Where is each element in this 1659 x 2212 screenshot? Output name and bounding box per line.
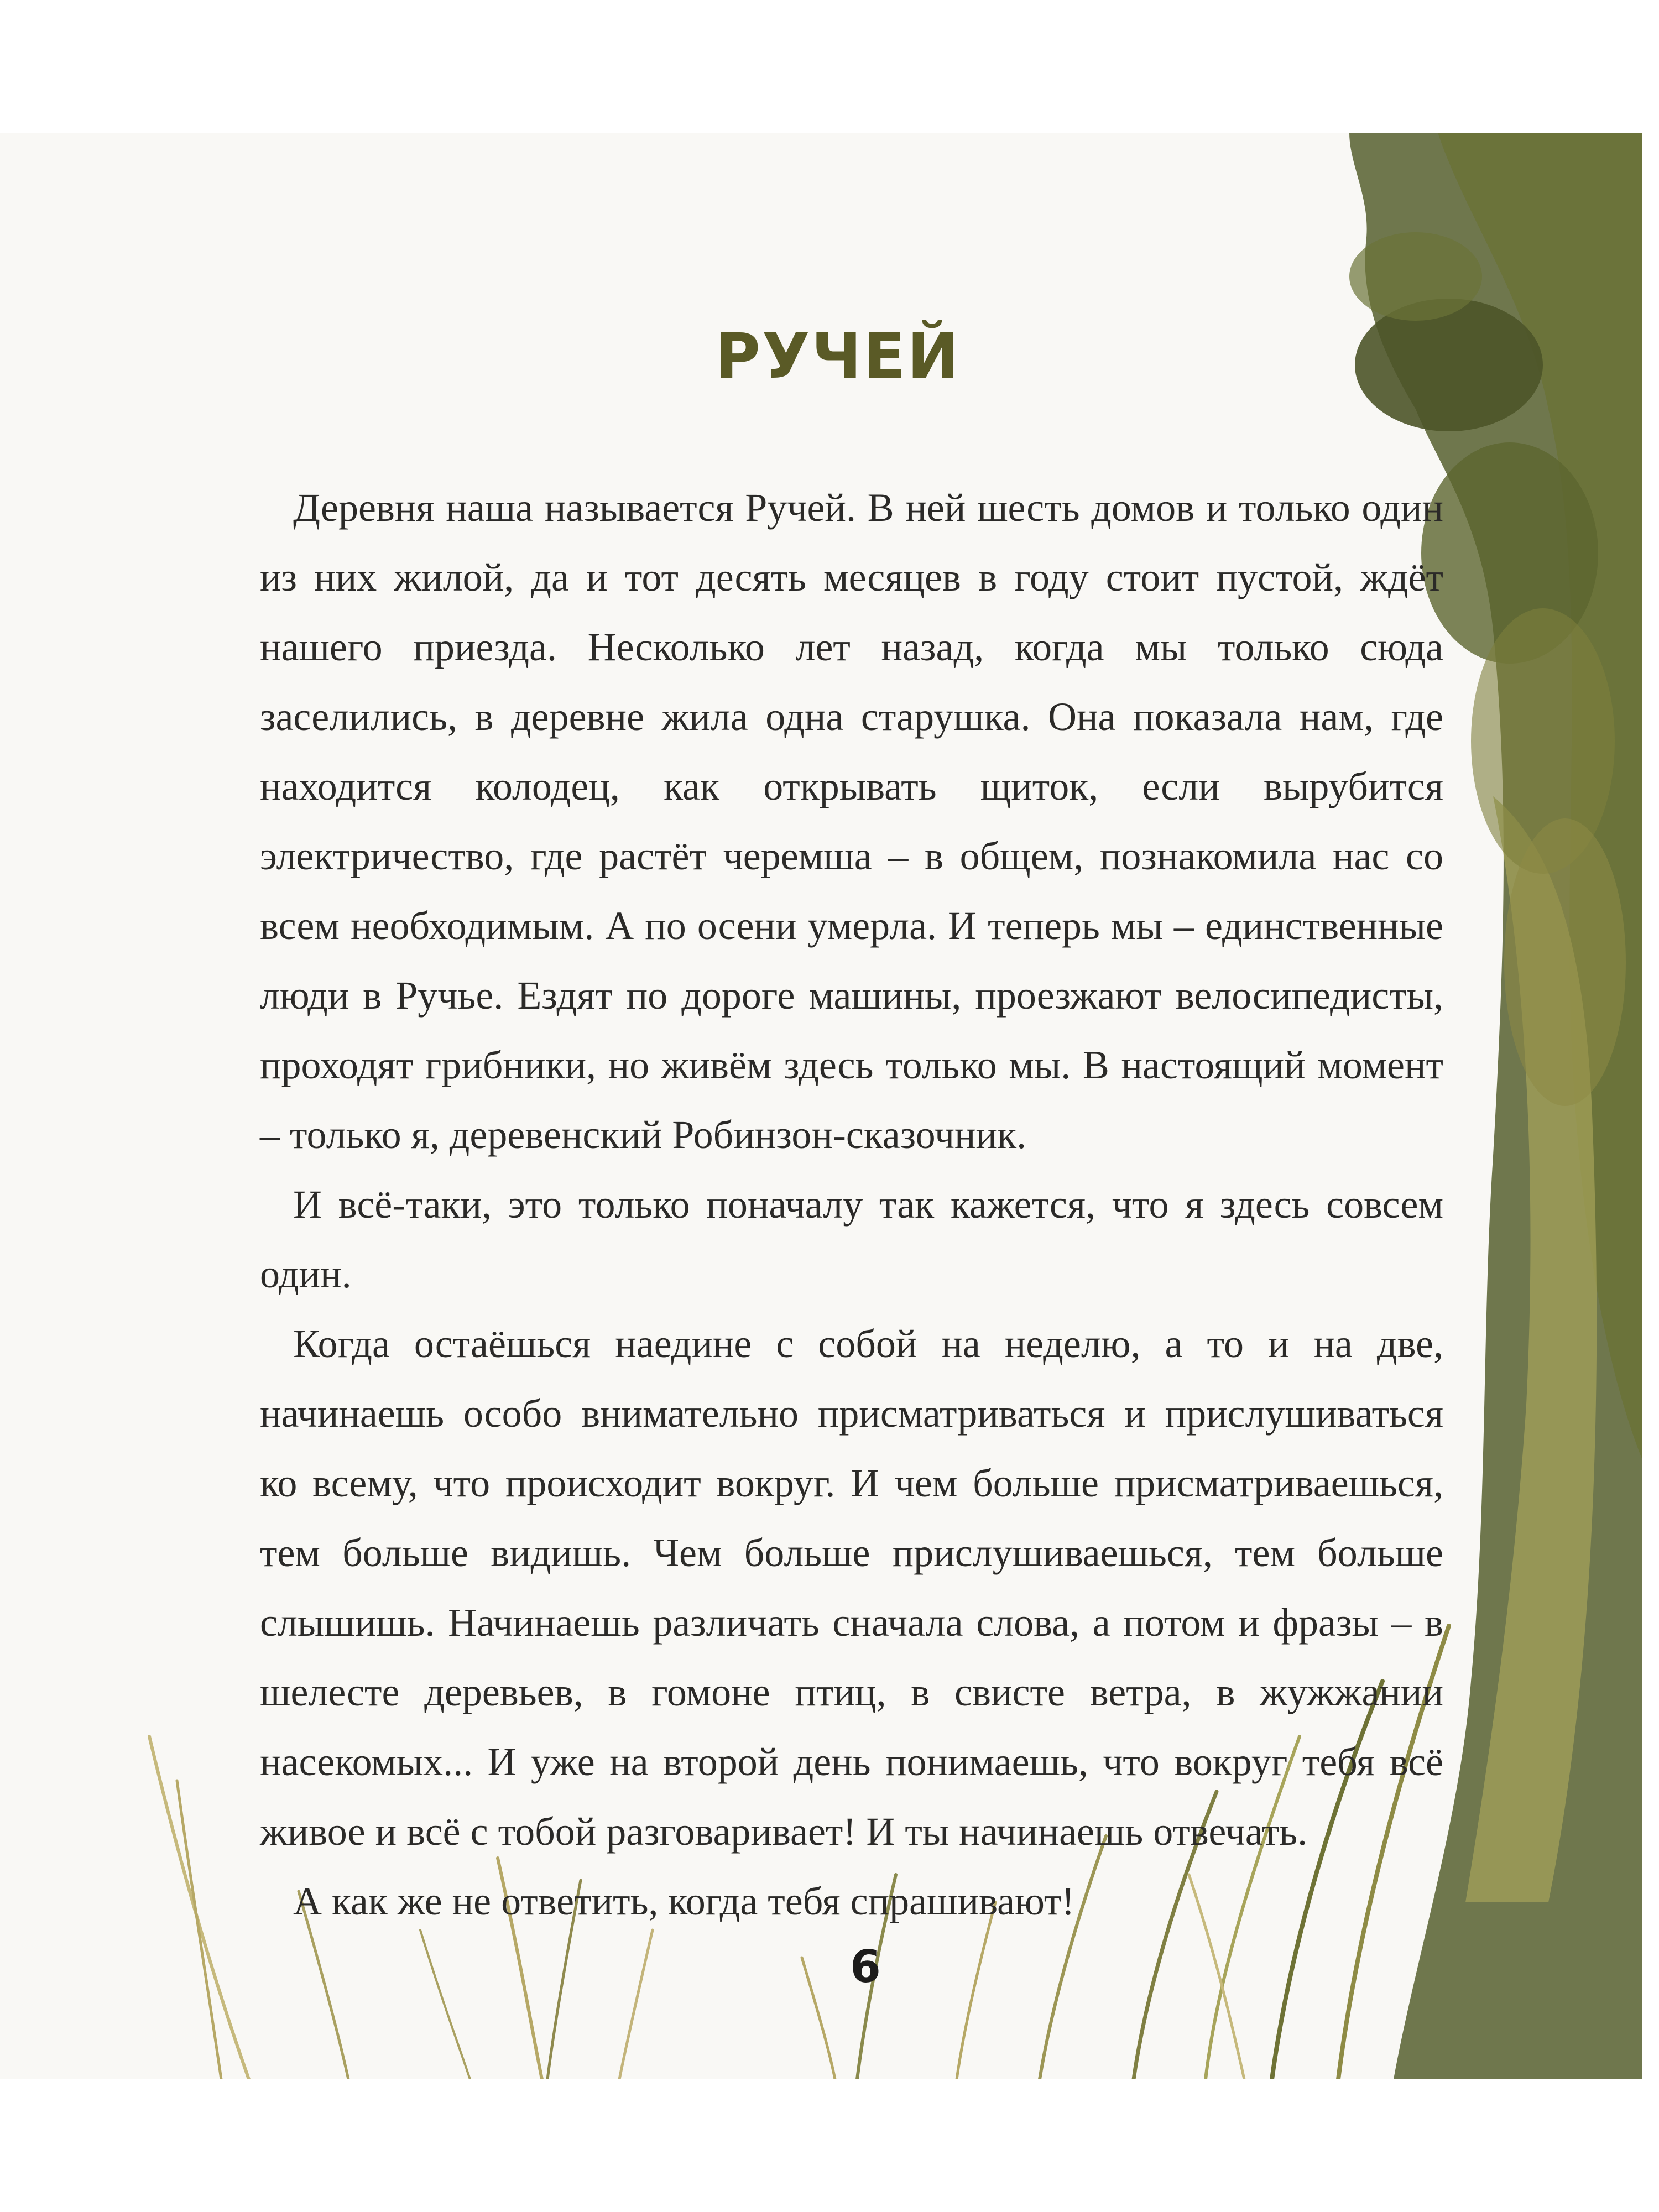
chapter-text	[260, 473, 1443, 1936]
book-page	[0, 133, 1642, 2079]
paragraph: Когда остаёшься наедине с собой на неделю, а то и на две, начинаешь особо внимательно присматриваться и прислушиваться ко всему, что происходит вокруг. И чем больше присматриваешься, тем больше видишь. Чем больше прислушиваешься, тем больше слышишь. Начинаешь различать сначала слова, а потом и фразы – в шелесте деревьев, в гомоне птиц, в свисте ветра, в жужжании насекомых... И уже на второй день понимаешь, что вокруг тебя всё живое и всё с тобой разговаривает! И ты начинаешь отвечать.	[260, 1322, 1443, 1854]
chapter-title: РУЧЕЙ	[714, 321, 961, 393]
page-number: 6	[850, 1941, 881, 1992]
paragraph: А как же не ответить, когда тебя спрашивают!	[293, 1879, 1075, 1923]
paragraph: Деревня наша называется Ручей. В ней шесть домов и только один из них жилой, да и тот десять месяцев в году стоит пустой, ждёт нашего приезда. Несколько лет назад, когда мы только сюда заселились, в деревне жила одна старушка. Она показала нам, где находится колодец, как открывать щиток, если вырубится электричество, где растёт черемша – в общем, познакомила нас со всем необходимым. А по осени умерла. И теперь мы – единственные люди в Ручье. Ездят по дороге машины, проезжают велосипедисты, проходят грибники, но живём здесь только мы. В настоящий момент – только я, деревенский Робинзон-сказочник.	[260, 486, 1443, 1157]
paragraph: И всё-таки, это только поначалу так кажется, что я здесь совсем один.	[260, 1182, 1443, 1296]
